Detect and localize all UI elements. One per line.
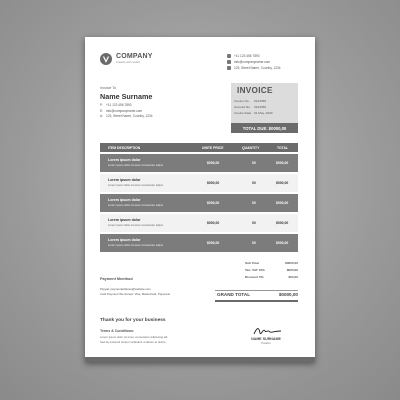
- header-qty: QUANTITY: [242, 146, 260, 150]
- contact-phone: +11 123 456 7890: [227, 54, 260, 58]
- header-price: UNITE PRICE: [202, 146, 224, 150]
- invoice-date: Invoice Date 01 May, 2020: [234, 111, 273, 115]
- table-row: Lorem ipsum dolor Lorem ipsum dolor sit amet consectetur adipis. $000,00 00 $000,00: [100, 194, 298, 212]
- grand-total-row: GRAND TOTAL $0000,00: [217, 292, 298, 297]
- table-row: Lorem ipsum dolor Lorem ipsum dolor sit amet consectetur adipis. $000,00 00 $000,00: [100, 174, 298, 192]
- table-row: Lorem ipsum dolor Lorem ipsum dolor sit amet consectetur adipis. $000,00 00 $000,00: [100, 214, 298, 232]
- table-row: Lorem ipsum dolor Lorem ipsum dolor sit amet consectetur adipis. $000,00 00 $000,00: [100, 154, 298, 172]
- company-tagline: Creative and modern: [116, 61, 141, 64]
- mail-icon: E:: [100, 108, 104, 113]
- location-icon: [227, 66, 231, 70]
- contact-address: 123, Street Name, Country, 1234: [227, 66, 281, 70]
- terms-title: Terms & Conditions:: [100, 329, 135, 333]
- header-total: TOTAL: [277, 146, 288, 150]
- invoice-to-label: Invoice To: [100, 86, 117, 90]
- payment-method-title: Payment Menthod: [100, 277, 133, 281]
- client-phone: P: +11 123 456 7890: [100, 103, 132, 107]
- total-due-banner: TOTAL DUE: $0000,00: [231, 123, 298, 133]
- mail-icon: [227, 60, 231, 64]
- phone-icon: [227, 54, 231, 58]
- divider: [215, 290, 298, 291]
- signature-name: NAME SURNAME: [251, 337, 281, 341]
- phone-icon: P:: [100, 103, 104, 107]
- signature-icon: [253, 325, 283, 337]
- company-name: COMPANY: [116, 53, 153, 60]
- contact-email: info@companyname.com: [227, 60, 270, 64]
- invoice-title: INVOICE: [237, 86, 273, 95]
- account-number: Account No. 0123456: [234, 105, 267, 109]
- invoice-paper: [85, 37, 315, 362]
- client-name: Name Surname: [100, 92, 153, 101]
- terms-line: Lorem ipsum dolor sit amet, consectetur adipiscing elit.: [100, 335, 169, 339]
- grand-total-bar: [215, 300, 298, 302]
- table-row: Lorem ipsum dolor Lorem ipsum dolor sit amet consectetur adipis. $000,00 00 $000,00: [100, 234, 298, 252]
- payment-cards: Card Payment We Accept: Visa, Mastercard, Payoneer: [100, 292, 171, 296]
- invoice-number: Invoice No. #123456: [234, 99, 267, 103]
- payment-paypal: Paypal: paymentaddress@website.com: [100, 287, 151, 291]
- company-logo-icon: [100, 53, 112, 65]
- table-header: [100, 143, 298, 152]
- signature-position: Position: [261, 342, 271, 345]
- location-icon: A:: [100, 114, 104, 118]
- terms-line: Sed do eiusmod tempor incididunt ut labore et dolore.: [100, 340, 167, 344]
- footer-bar: [85, 357, 315, 362]
- client-email: E: info@companyname.com: [100, 108, 143, 113]
- discount-row: Discount 5% $00,00: [245, 275, 298, 279]
- thank-you-text: Thank you for your business: [100, 318, 166, 323]
- header-item: ITEM DESCRIPTION: [108, 146, 141, 150]
- subtotal-row: Sub Total $0000,00: [245, 261, 298, 265]
- tax-row: Tax: VAT 10% $000,00: [245, 268, 298, 272]
- client-address: A: 123, Street Name, Country, 1234: [100, 114, 153, 118]
